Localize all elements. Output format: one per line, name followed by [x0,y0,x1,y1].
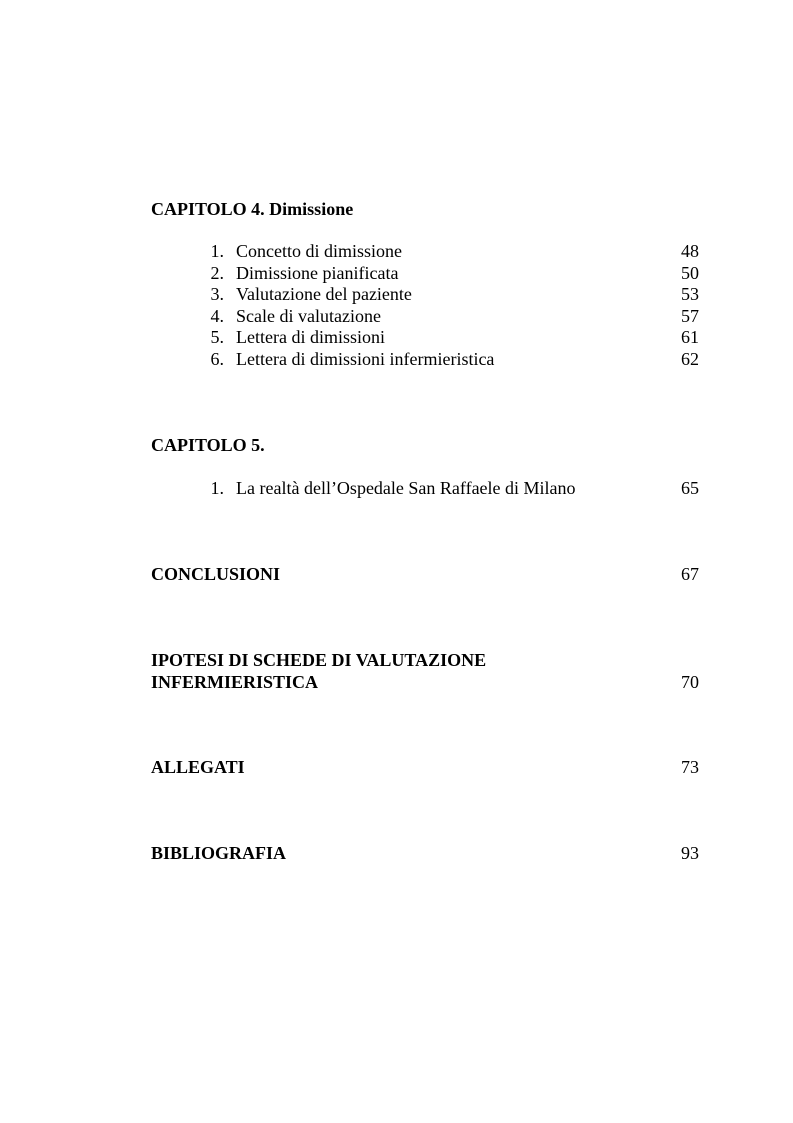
entry-page-number: 61 [681,327,699,347]
entry-number: 2. [210,262,224,283]
entry-number: 3. [210,284,224,304]
allegati-heading: ALLEGATI [151,757,245,777]
entry-title: Scale di valutazione [236,305,381,326]
entry-number: 5. [210,327,224,347]
entry-page-number: 57 [681,305,699,326]
bibliografia-page: 93 [681,843,699,863]
entry-page-number: 48 [681,241,699,261]
chapter-5-heading: CAPITOLO 5. [151,435,265,455]
ipotesi-heading [151,649,486,693]
entry-title: Lettera di dimissioni [236,327,385,347]
entry-page-number: 62 [681,348,699,369]
entry-number: 4. [210,305,224,326]
toc-entry [151,306,699,328]
conclusioni-heading: CONCLUSIONI [151,564,281,584]
toc-entry [151,284,699,306]
allegati-page: 73 [681,757,699,777]
entry-number: 1. [210,241,224,261]
entry-title: Dimissione pianificata [236,262,399,283]
entry-title: Concetto di dimissione [236,241,402,261]
toc-entry [151,241,699,263]
toc-entry [151,327,699,349]
conclusioni-page: 67 [681,564,699,584]
entry-number: 1. [210,477,224,498]
entry-title: Lettera di dimissioni infermieristica [236,348,495,369]
bibliografia-heading: BIBLIOGRAFIA [151,843,287,863]
toc-entry [151,349,699,371]
chapter-4-heading: CAPITOLO 4. Dimissione [151,199,354,219]
entry-page-number: 50 [681,262,699,283]
entry-page-number: 53 [681,284,699,304]
toc-entry [151,263,699,285]
ipotesi-heading-line-1: IPOTESI DI SCHEDE DI VALUTAZIONE [151,650,487,670]
entry-number: 6. [210,348,224,369]
entry-title: La realtà dell’Ospedale San Raffaele di Milano [236,477,576,498]
toc-entry [151,478,699,500]
ipotesi-heading-line-2: INFERMIERISTICA [151,672,319,692]
entry-page-number: 65 [681,477,699,498]
ipotesi-page: 70 [681,672,699,692]
entry-title: Valutazione del paziente [236,284,412,304]
